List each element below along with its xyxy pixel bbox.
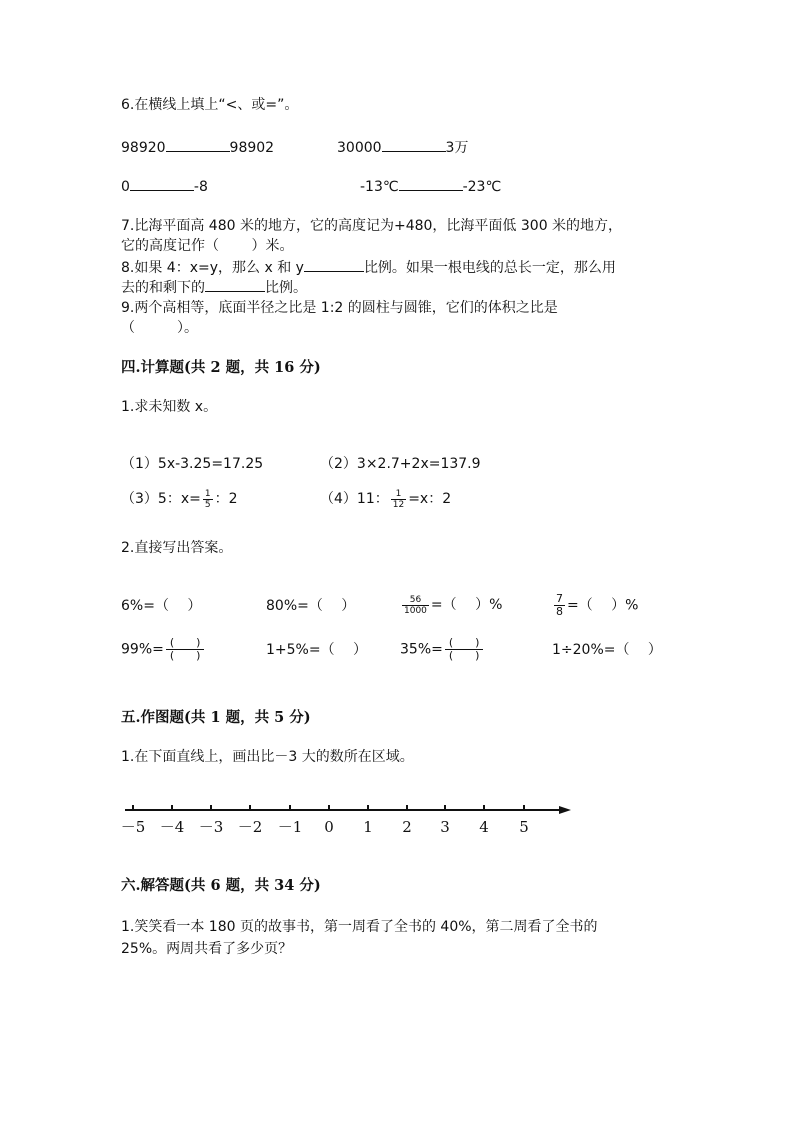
q6-d-left: -13℃ <box>360 179 399 195</box>
s4-eq1: （1）5x-3.25=17.25 <box>121 456 264 472</box>
q7-line2: 它的高度记作（ ）米。 <box>121 238 294 254</box>
r2c1-text: 99%= <box>121 641 164 658</box>
q6-compare-d <box>360 177 501 196</box>
number-line-label: －5 <box>120 818 146 836</box>
number-line-label: 1 <box>363 818 373 836</box>
fraction <box>166 637 205 662</box>
r2c3 <box>400 637 485 662</box>
fraction-denominator: ( ) <box>169 649 201 662</box>
s4-eq4 <box>320 487 451 511</box>
q9-line2: （ ）。 <box>121 320 198 336</box>
answer-blank[interactable] <box>130 177 194 191</box>
q6-b-right: 3万 <box>445 140 469 156</box>
s6-q1-line2: 25%。两周共看了多少页？ <box>121 941 293 957</box>
eq3-text: （3）5：x= <box>121 491 201 507</box>
number-line-label: －2 <box>237 818 263 836</box>
q6-b-left: 30000 <box>337 140 382 156</box>
number-line-label: 3 <box>440 818 450 836</box>
q6-compare-c <box>121 177 208 196</box>
r2c3-text: 35%= <box>400 641 443 658</box>
r1c3 <box>400 593 502 617</box>
number-line-label: 0 <box>324 818 334 836</box>
r1c3-tail: =（ ）% <box>430 597 503 613</box>
r1c2: 80%=（ ） <box>266 598 356 614</box>
answer-blank[interactable] <box>399 177 463 191</box>
fraction-numerator: ( ) <box>166 637 205 650</box>
q8-text-c: 去的和剩下的 <box>121 280 205 296</box>
r1c1: 6%=（ ） <box>121 598 202 614</box>
number-line-label: －3 <box>198 818 224 836</box>
q8-text-b: 比例。如果一根电线的总长一定，那么用 <box>363 260 616 276</box>
number-line-label: －1 <box>277 818 303 836</box>
q6-d-right: -23℃ <box>462 179 502 195</box>
s4-eq3 <box>121 487 238 511</box>
number-line-label: －4 <box>159 818 185 836</box>
fraction-denominator: ( ) <box>448 649 480 662</box>
answer-blank[interactable] <box>304 258 364 272</box>
q6-a-left: 98920 <box>121 140 166 156</box>
r2c1 <box>121 637 206 662</box>
section6-title: 六.解答题(共 6 题，共 34 分) <box>121 877 321 894</box>
q8-line1 <box>121 258 616 277</box>
section5-title: 五.作图题(共 1 题，共 5 分) <box>121 709 311 726</box>
fraction <box>402 595 429 616</box>
r1c4 <box>552 593 638 618</box>
number-line-label: 5 <box>519 818 529 836</box>
q9-line1: 9.两个高相等，底面半径之比是 1:2 的圆柱与圆锥，它们的体积之比是 <box>121 300 558 316</box>
s4-eq2: （2）3×2.7+2x=137.9 <box>320 456 481 472</box>
q6-compare-a <box>121 138 274 157</box>
eq3-tail: ：2 <box>214 491 238 507</box>
fraction-denominator: 5 <box>204 499 211 510</box>
s5-q1: 1.在下面直线上，画出比－3 大的数所在区域。 <box>121 749 414 765</box>
r2c4: 1÷20%=（ ） <box>552 642 662 658</box>
q6-c-left: 0 <box>121 179 130 195</box>
q7-line1: 7.比海平面高 480 米的地方，它的高度记为+480，比海平面低 300 米的地方， <box>121 218 623 234</box>
s6-q1-line1: 1.笑笑看一本 180 页的故事书，第一周看了全书的 40%，第二周看了全书的 <box>121 919 598 935</box>
fraction-numerator: 56 <box>402 595 429 606</box>
fraction <box>554 593 565 618</box>
q8-text-a: 8.如果 4：x=y，那么 x 和 y <box>121 260 304 276</box>
number-line[interactable] <box>115 798 580 842</box>
q6-title: 6.在横线上填上“<、或=”。 <box>121 97 299 113</box>
fraction-denominator: 1000 <box>404 605 427 616</box>
s4-q1-title: 1.求未知数 x。 <box>121 399 218 415</box>
eq4-tail: =x：2 <box>408 491 452 507</box>
fraction-numerator: 1 <box>204 488 211 499</box>
s4-q2-title: 2.直接写出答案。 <box>121 540 233 556</box>
section4-title: 四.计算题(共 2 题，共 16 分) <box>121 359 321 376</box>
fraction <box>391 489 406 510</box>
fraction-numerator: 7 <box>556 592 563 605</box>
number-line-label: 2 <box>402 818 412 836</box>
q6-c-right: -8 <box>193 179 208 195</box>
fraction <box>203 489 213 510</box>
answer-blank[interactable] <box>166 138 230 152</box>
fraction <box>445 637 484 662</box>
eq4-text: （4）11： <box>320 491 389 507</box>
q6-compare-b <box>337 138 468 157</box>
r2c2: 1+5%=（ ） <box>266 642 368 658</box>
answer-blank[interactable] <box>382 138 446 152</box>
answer-blank[interactable] <box>205 278 265 292</box>
fraction-denominator: 8 <box>556 605 563 618</box>
number-line-label: 4 <box>479 818 489 836</box>
r1c4-tail: =（ ）% <box>567 597 639 614</box>
q8-text-d: 比例。 <box>265 280 307 296</box>
fraction-numerator: ( ) <box>445 637 484 650</box>
arrow-icon <box>559 806 571 814</box>
fraction-denominator: 12 <box>392 499 405 510</box>
fraction-numerator: 1 <box>391 489 406 500</box>
q8-line2 <box>121 278 307 297</box>
q6-a-right: 98902 <box>229 140 275 156</box>
